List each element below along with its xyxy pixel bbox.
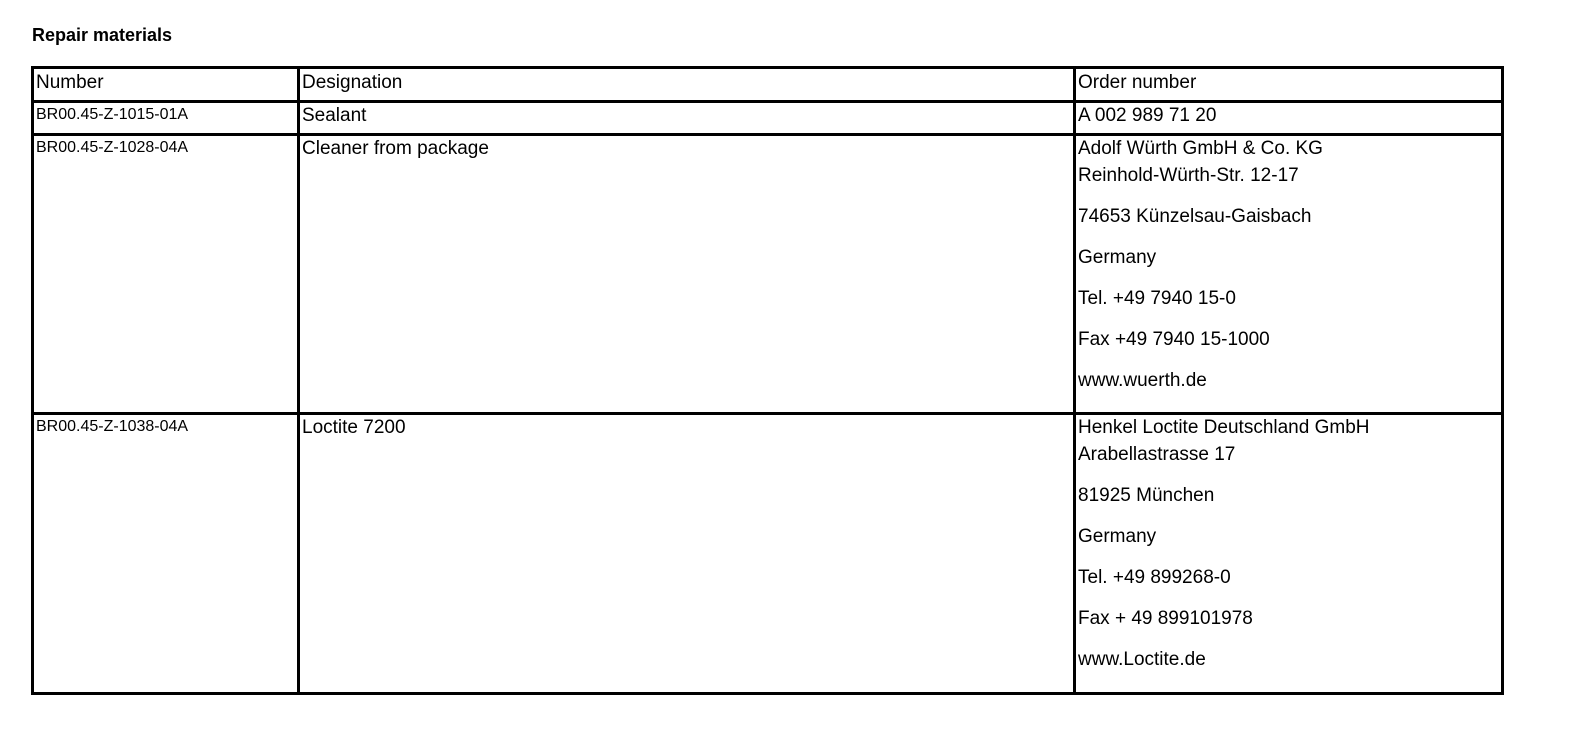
order-number-cell	[1075, 414, 1503, 694]
order-number-cell	[1075, 135, 1503, 414]
table-row	[33, 135, 1503, 414]
supplier-postcode-city: 81925 München	[1078, 485, 1215, 506]
material-number-cell: BR00.45-Z-1028-04A	[33, 135, 299, 414]
designation-cell: Sealant	[299, 102, 1075, 135]
designation-cell: Cleaner from package	[299, 135, 1075, 414]
supplier-website: www.Loctite.de	[1078, 649, 1206, 670]
material-number-cell: BR00.45-Z-1015-01A	[33, 102, 299, 135]
supplier-postcode-city: 74653 Künzelsau-Gaisbach	[1078, 206, 1312, 227]
designation-cell: Loctite 7200	[299, 414, 1075, 694]
order-number-line: A 002 989 71 20	[1078, 105, 1217, 126]
table-row	[33, 102, 1503, 135]
supplier-fax: Fax +49 7940 15-1000	[1078, 329, 1270, 350]
supplier-address-lines	[1078, 417, 1499, 671]
supplier-company-name: Henkel Loctite Deutschland GmbH	[1078, 417, 1370, 438]
supplier-country: Germany	[1078, 247, 1157, 268]
column-header-order-number: Order number	[1075, 68, 1503, 102]
order-number-lines	[1078, 105, 1499, 127]
order-number-cell	[1075, 102, 1503, 135]
supplier-telephone: Tel. +49 7940 15-0	[1078, 288, 1236, 309]
page-title: Repair materials	[32, 25, 173, 45]
table-header-row	[33, 68, 1503, 102]
supplier-address-lines	[1078, 138, 1499, 392]
supplier-country: Germany	[1078, 526, 1157, 547]
column-header-designation: Designation	[299, 68, 1075, 102]
repair-materials-table	[31, 66, 1504, 695]
supplier-street: Reinhold-Würth-Str. 12-17	[1078, 165, 1299, 186]
material-number-cell: BR00.45-Z-1038-04A	[33, 414, 299, 694]
table-row	[33, 414, 1503, 694]
supplier-street: Arabellastrasse 17	[1078, 444, 1236, 465]
supplier-telephone: Tel. +49 899268-0	[1078, 567, 1231, 588]
supplier-website: www.wuerth.de	[1078, 370, 1207, 391]
supplier-company-name: Adolf Würth GmbH & Co. KG	[1078, 138, 1323, 159]
column-header-number: Number	[33, 68, 299, 102]
supplier-fax: Fax + 49 899101978	[1078, 608, 1253, 629]
